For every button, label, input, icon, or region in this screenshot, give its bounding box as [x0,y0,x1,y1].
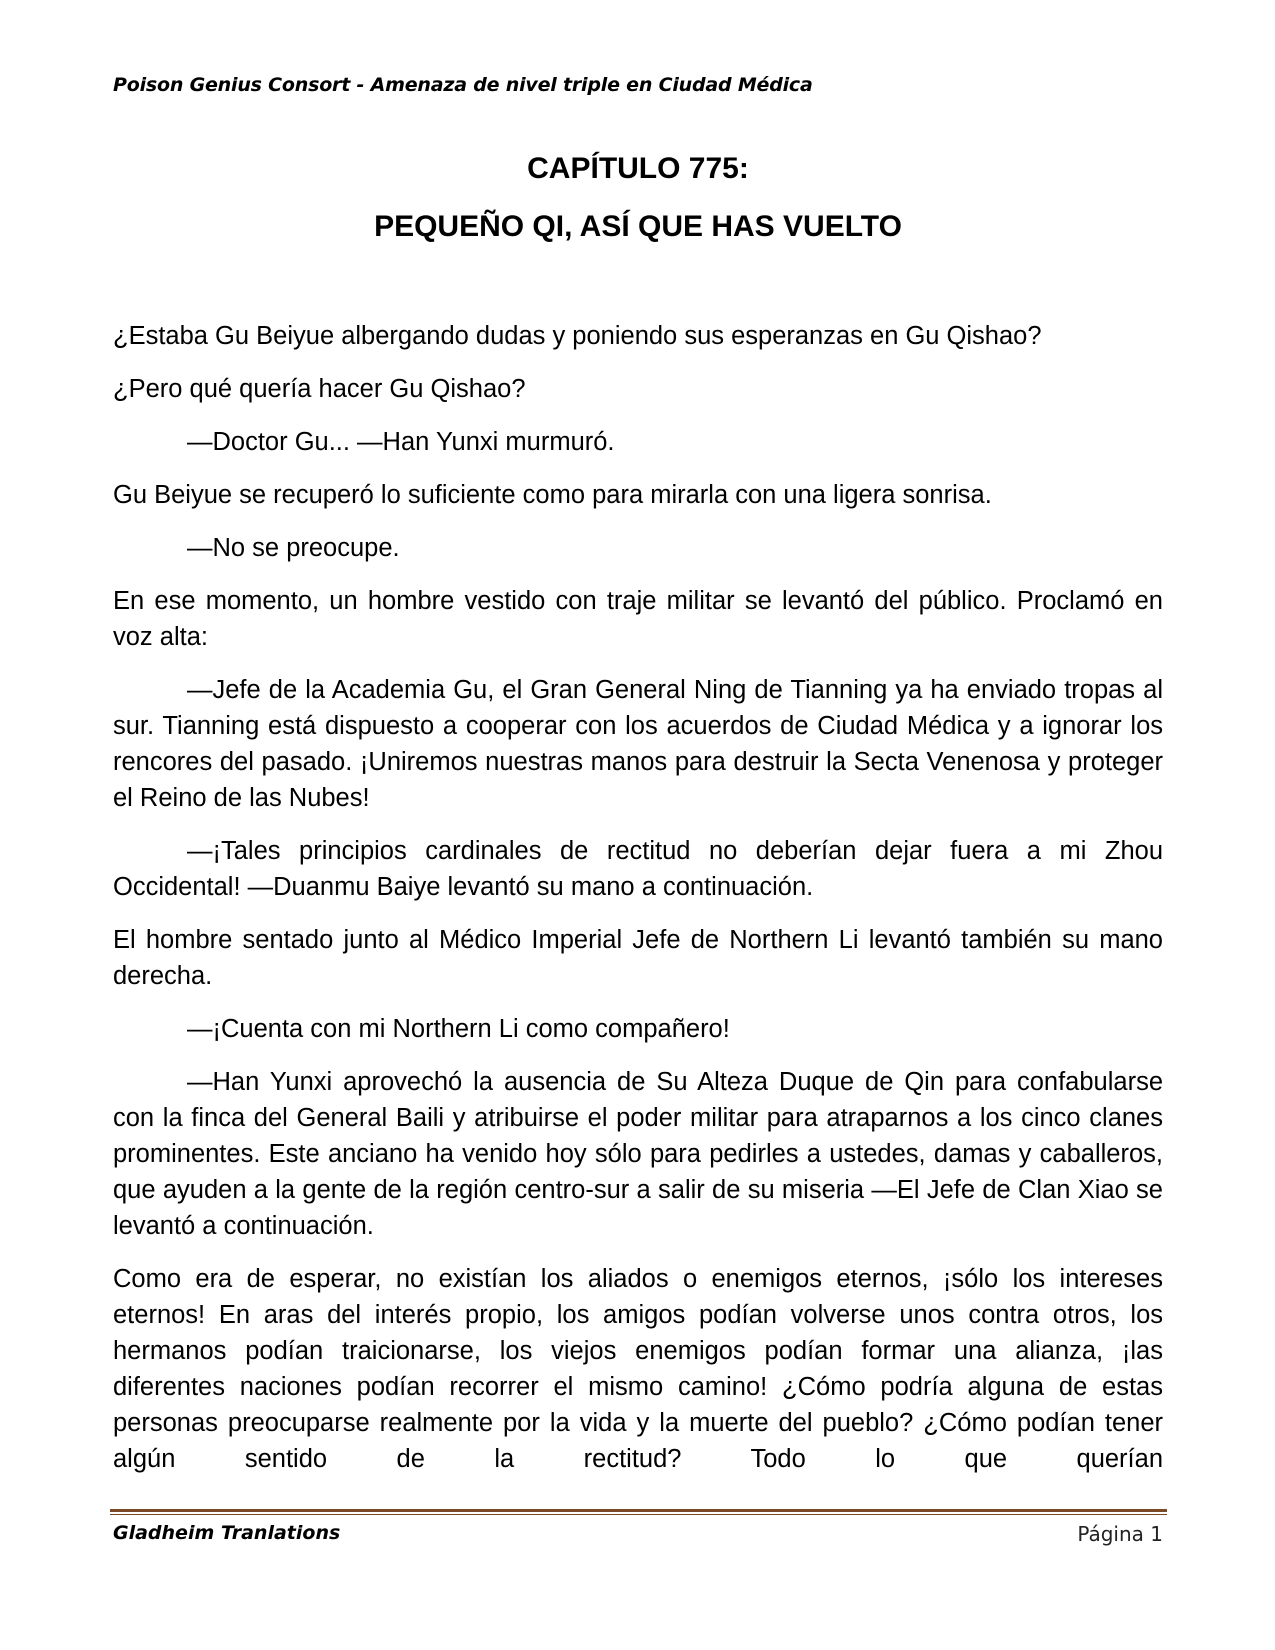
paragraph: En ese momento, un hombre vestido con traje militar se levantó del público. Proclamó en voz alta: [113,587,1163,651]
paragraph: ¿Estaba Gu Beiyue albergando dudas y poniendo sus esperanzas en Gu Qishao? [113,322,1042,350]
body-text [113,318,1163,1477]
dialogue-paragraph: —Jefe de la Academia Gu, el Gran General Ning de Tianning ya ha enviado tropas al sur. Tianning está dispuesto a cooperar con los acuerdos de Ciudad Médica y a ignorar los rencores del pasado. ¡Uniremos nuestras manos para destruir la Secta Venenosa y proteger el Reino de las Nubes! [113,676,1163,812]
paragraph: El hombre sentado junto al Médico Imperial Jefe de Northern Li levantó también su mano derecha. [113,926,1163,990]
footer-rule [110,1509,1167,1512]
footer-publisher: Gladheim Tranlations [113,1522,341,1544]
dialogue-paragraph: —¡Cuenta con mi Northern Li como compañero! [187,1015,730,1043]
dialogue-paragraph: —No se preocupe. [187,534,400,562]
chapter-number: CAPÍTULO 775: [527,152,749,185]
paragraph: Gu Beiyue se recuperó lo suficiente como para mirarla con una ligera sonrisa. [113,481,992,509]
paragraph: Como era de esperar, no existían los aliados o enemigos eternos, ¡sólo los intereses eternos! En aras del interés propio, los amigos podían volverse unos contra otros, los hermanos podían traicionarse, los viejos enemigos podían formar una alianza, ¡las diferentes naciones podían recorrer el mismo camino! ¿Cómo podría alguna de estas personas preocuparse realmente por la vida y la muerte del pueblo? ¿Cómo podían tener algún sentido de la rectitud? Todo lo que querían [113,1265,1163,1473]
footer-rule-thin [110,1514,1167,1515]
page-number: Página 1 [1077,1522,1163,1546]
paragraph: ¿Pero qué quería hacer Gu Qishao? [113,375,526,403]
dialogue-paragraph: —Han Yunxi aprovechó la ausencia de Su Alteza Duque de Qin para confabularse con la finca del General Baili y atribuirse el poder militar para atraparnos a los cinco clanes prominentes. Este anciano ha venido hoy sólo para pedirles a ustedes, damas y caballeros, que ayuden a la gente de la región centro-sur a salir de su miseria —El Jefe de Clan Xiao se levantó a continuación. [113,1068,1163,1240]
dialogue-paragraph: —¡Tales principios cardinales de rectitud no deberían dejar fuera a mi Zhou Occidental! —Duanmu Baiye levantó su mano a continuación. [113,837,1163,901]
chapter-title: PEQUEÑO QI, ASÍ QUE HAS VUELTO [374,210,902,243]
running-header: Poison Genius Consort - Amenaza de nivel triple en Ciudad Médica [113,74,813,96]
dialogue-paragraph: —Doctor Gu... —Han Yunxi murmuró. [187,428,615,456]
